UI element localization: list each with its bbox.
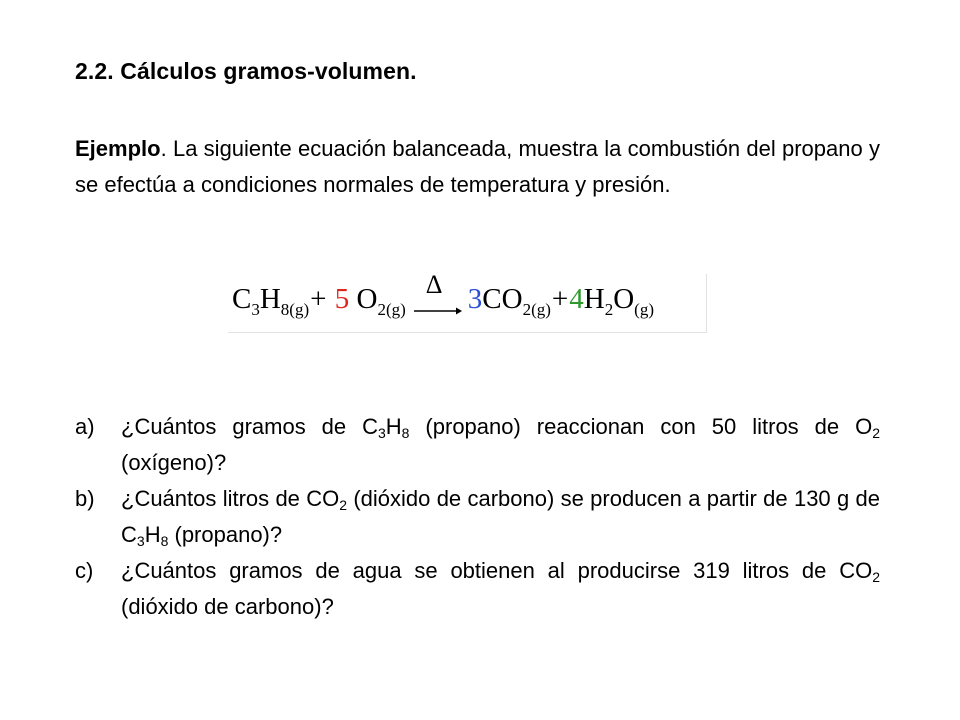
question-text: (propano) reaccionan con 50 litros de O: [409, 414, 873, 439]
propane-c-subscript: 3: [251, 300, 260, 319]
water-h: H: [583, 283, 605, 315]
example-label: Ejemplo: [75, 136, 161, 161]
subscript: 2: [339, 497, 348, 513]
propane-h: H: [259, 283, 281, 315]
question-text: H: [144, 522, 161, 547]
question-text: (propano)?: [168, 522, 283, 547]
propane-h-subscript: 8(g): [280, 300, 310, 319]
question-text: (oxígeno)?: [121, 450, 227, 475]
subscript: 8: [160, 533, 169, 549]
question-text: (dióxido de carbono) se producen a partir de 130 g de C: [121, 486, 880, 547]
question-c: [75, 553, 880, 625]
subscript: 2: [872, 425, 880, 441]
oxygen-coefficient: 5: [334, 283, 350, 315]
plus-sign: +: [310, 283, 327, 315]
question-text: H: [385, 414, 402, 439]
reaction-arrow: [412, 270, 462, 316]
water-coefficient: 4: [569, 283, 584, 315]
intro-text: . La siguiente ecuación balanceada, muestra la combustión del propano y se efectúa a condiciones normales de temperatura y presión.: [75, 136, 880, 197]
subscript: 3: [377, 425, 386, 441]
co2-subscript: 2(g): [522, 300, 551, 319]
co2-formula: CO: [482, 283, 523, 315]
co2-coefficient: 3: [467, 283, 483, 315]
oxygen-subscript: 2(g): [377, 300, 406, 319]
section-heading: 2.2. Cálculos gramos-volumen.: [75, 58, 417, 84]
subscript: 2: [872, 569, 880, 585]
question-b: [75, 481, 880, 553]
subscript: 8: [401, 425, 410, 441]
water-h-subscript: 2: [604, 300, 614, 319]
question-a: [75, 409, 880, 481]
water-state: (g): [634, 300, 654, 319]
question-text: ¿Cuántos litros de CO: [121, 486, 340, 511]
oxygen-formula: O: [356, 283, 378, 315]
question-text: ¿Cuántos gramos de C: [121, 414, 378, 439]
chemical-equation: [228, 270, 707, 333]
water-o: O: [613, 283, 635, 315]
heat-delta-symbol: Δ: [425, 270, 443, 300]
arrow-icon: [412, 306, 462, 316]
question-marker: a): [75, 414, 95, 439]
propane-c: C: [232, 283, 252, 315]
question-marker: c): [75, 558, 94, 583]
intro-paragraph: [75, 131, 880, 203]
question-marker: b): [75, 486, 95, 511]
question-list: [75, 409, 880, 625]
question-text: ¿Cuántos gramos de agua se obtienen al producirse 319 litros de CO: [121, 558, 873, 583]
question-text: (dióxido de carbono)?: [121, 594, 334, 619]
subscript: 3: [136, 533, 145, 549]
plus-sign-2: +: [551, 283, 569, 315]
